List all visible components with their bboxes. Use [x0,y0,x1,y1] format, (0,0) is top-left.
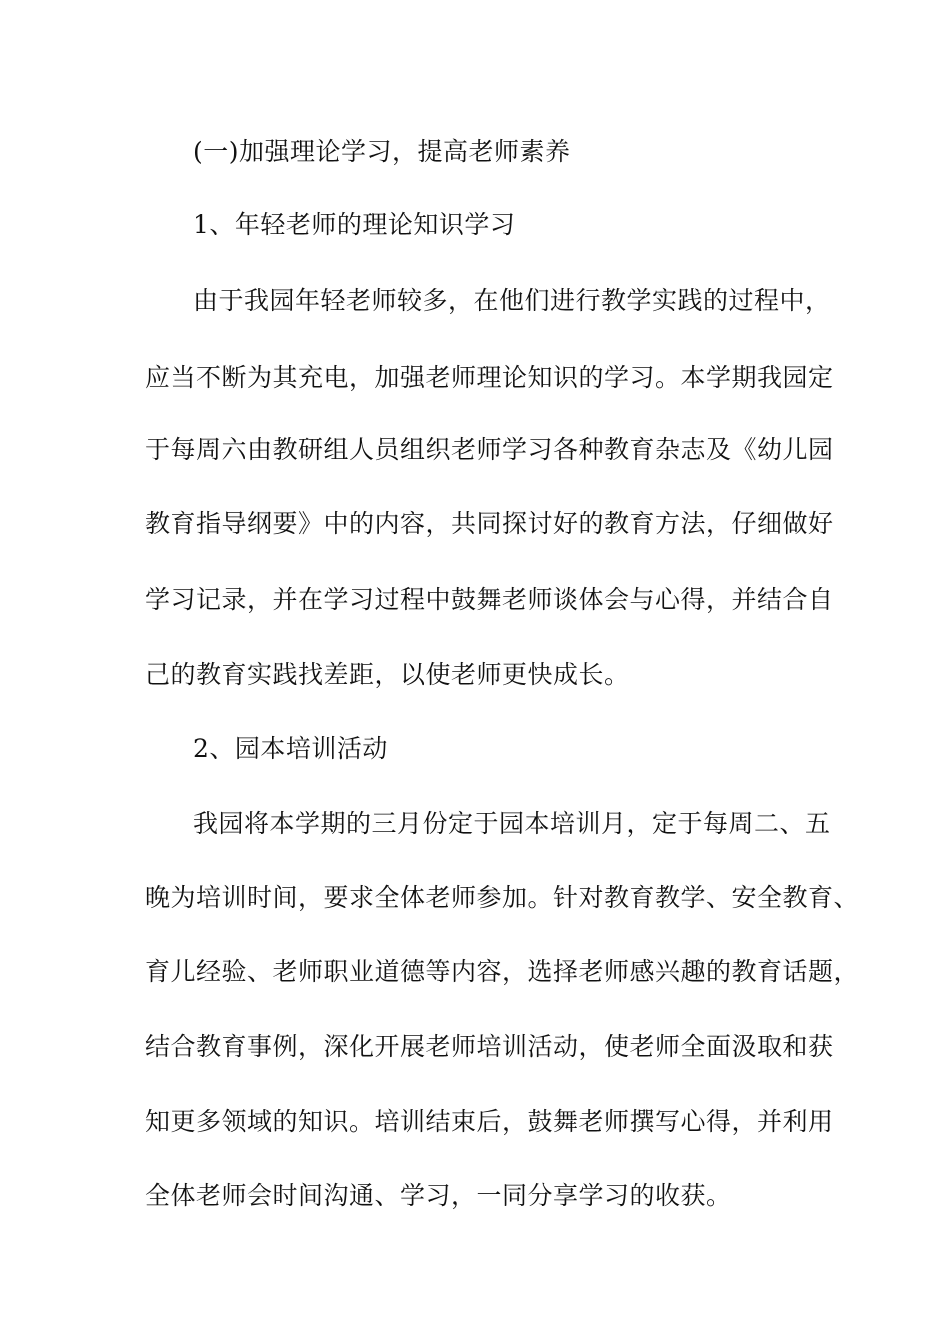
paragraph-1-line-4: 教育指导纲要》中的内容，共同探讨好的教育方法，仔细做好 [145,509,834,538]
paragraph-2-line-5: 知更多领域的知识。培训结束后，鼓舞老师撰写心得，并利用 [145,1107,834,1136]
paragraph-1-line-5: 学习记录，并在学习过程中鼓舞老师谈体会与心得，并结合自 [145,585,834,614]
subsection-heading-2: 2、园本培训活动 [193,734,388,763]
paragraph-2-line-6: 全体老师会时间沟通、学习，一同分享学习的收获。 [145,1181,732,1210]
paragraph-1-line-1: 由于我园年轻老师较多，在他们进行教学实践的过程中， [193,286,831,315]
paragraph-2-line-3: 育儿经验、老师职业道德等内容，选择老师感兴趣的教育话题， [145,957,860,986]
section-heading: (一)加强理论学习，提高老师素养 [193,137,571,166]
subsection-heading-1: 1、年轻老师的理论知识学习 [193,210,516,239]
paragraph-1-line-6: 己的教育实践找差距，以使老师更快成长。 [145,660,630,689]
paragraph-1-line-2: 应当不断为其充电，加强老师理论知识的学习。本学期我园定 [145,363,834,392]
paragraph-2-line-1: 我园将本学期的三月份定于园本培训月，定于每周二、五 [193,809,831,838]
paragraph-2-line-4: 结合教育事例，深化开展老师培训活动，使老师全面汲取和获 [145,1032,834,1061]
paragraph-2-line-2: 晚为培训时间，要求全体老师参加。针对教育教学、安全教育、 [145,883,860,912]
paragraph-1-line-3: 于每周六由教研组人员组织老师学习各种教育杂志及《幼儿园 [145,435,834,464]
